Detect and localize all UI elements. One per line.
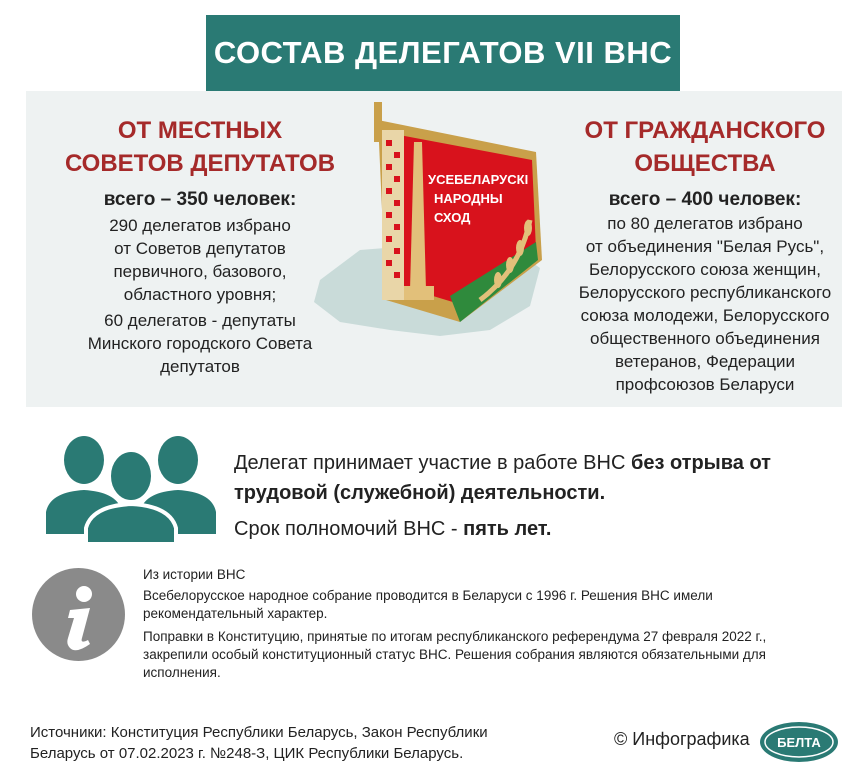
civil-society-column [550,114,860,396]
people-group-icon [46,434,216,544]
logo-text: БЕЛТА [777,735,821,750]
history-info [143,566,833,687]
history-title: Из истории ВНС [143,567,246,582]
local-councils-heading: ОТ МЕСТНЫХ СОВЕТОВ ДЕПУТАТОВ [64,117,336,177]
badge-line-2: НАРОДНЫ [434,191,503,206]
vns-badge-icon [360,100,550,330]
local-councils-text-2: 60 делегатов - депутаты Минского городского Совета депутатов [87,311,313,376]
history-text-1: Всебелорусское народное собрание проводится в Беларуси с 1996 г. Решения ВНС имели рекомендательный характер. [143,588,713,621]
history-text-2: Поправки в Конституцию, принятые по итогам республиканского референдума 27 февраля 2022 г., закрепили особый конституционный статус ВНС. Решения собрания являются обязательными для исполнения. [143,629,767,680]
badge-line-3: СХОД [434,210,471,225]
civil-society-text: по 80 делегатов избрано от объединения "Белая Русь", Белорусского союза женщин, Белорусского республиканского союза молодежи, Белорусского общественного объединения ветеранов, Федерации профсоюзов Беларуси [578,214,832,394]
local-councils-column [50,114,350,378]
statement-part-1: Делегат принимает участие в работе ВНС [234,452,631,474]
badge-line-1: УСЕБЕЛАРУСКІ [428,172,529,187]
belta-logo [758,720,840,764]
info-icon [32,568,125,661]
statement-part-2-bold: пять лет. [463,518,552,540]
page-title: СОСТАВ ДЕЛЕГАТОВ VII ВНС [206,15,680,91]
delegate-statement [234,448,834,544]
civil-society-heading: ОТ ГРАЖДАНСКОГО ОБЩЕСТВА [584,117,826,177]
statement-part-1-bold: без отрыва от трудовой (служебной) деятельности. [234,452,771,504]
statement-part-2: Срок полномочий ВНС - [234,518,464,540]
civil-society-total: всего – 400 человек: [608,189,802,210]
local-councils-text-1: 290 делегатов избрано от Советов депутатов первичного, базового, областного уровня; [109,216,291,304]
sources-text: Источники: Конституция Республики Беларусь, Закон Республики Беларусь от 07.02.2023 г. №248-З, ЦИК Республики Беларусь. [30,724,488,762]
local-councils-total: всего – 350 человек: [103,189,297,210]
copyright-text: © Инфографика [614,729,750,749]
